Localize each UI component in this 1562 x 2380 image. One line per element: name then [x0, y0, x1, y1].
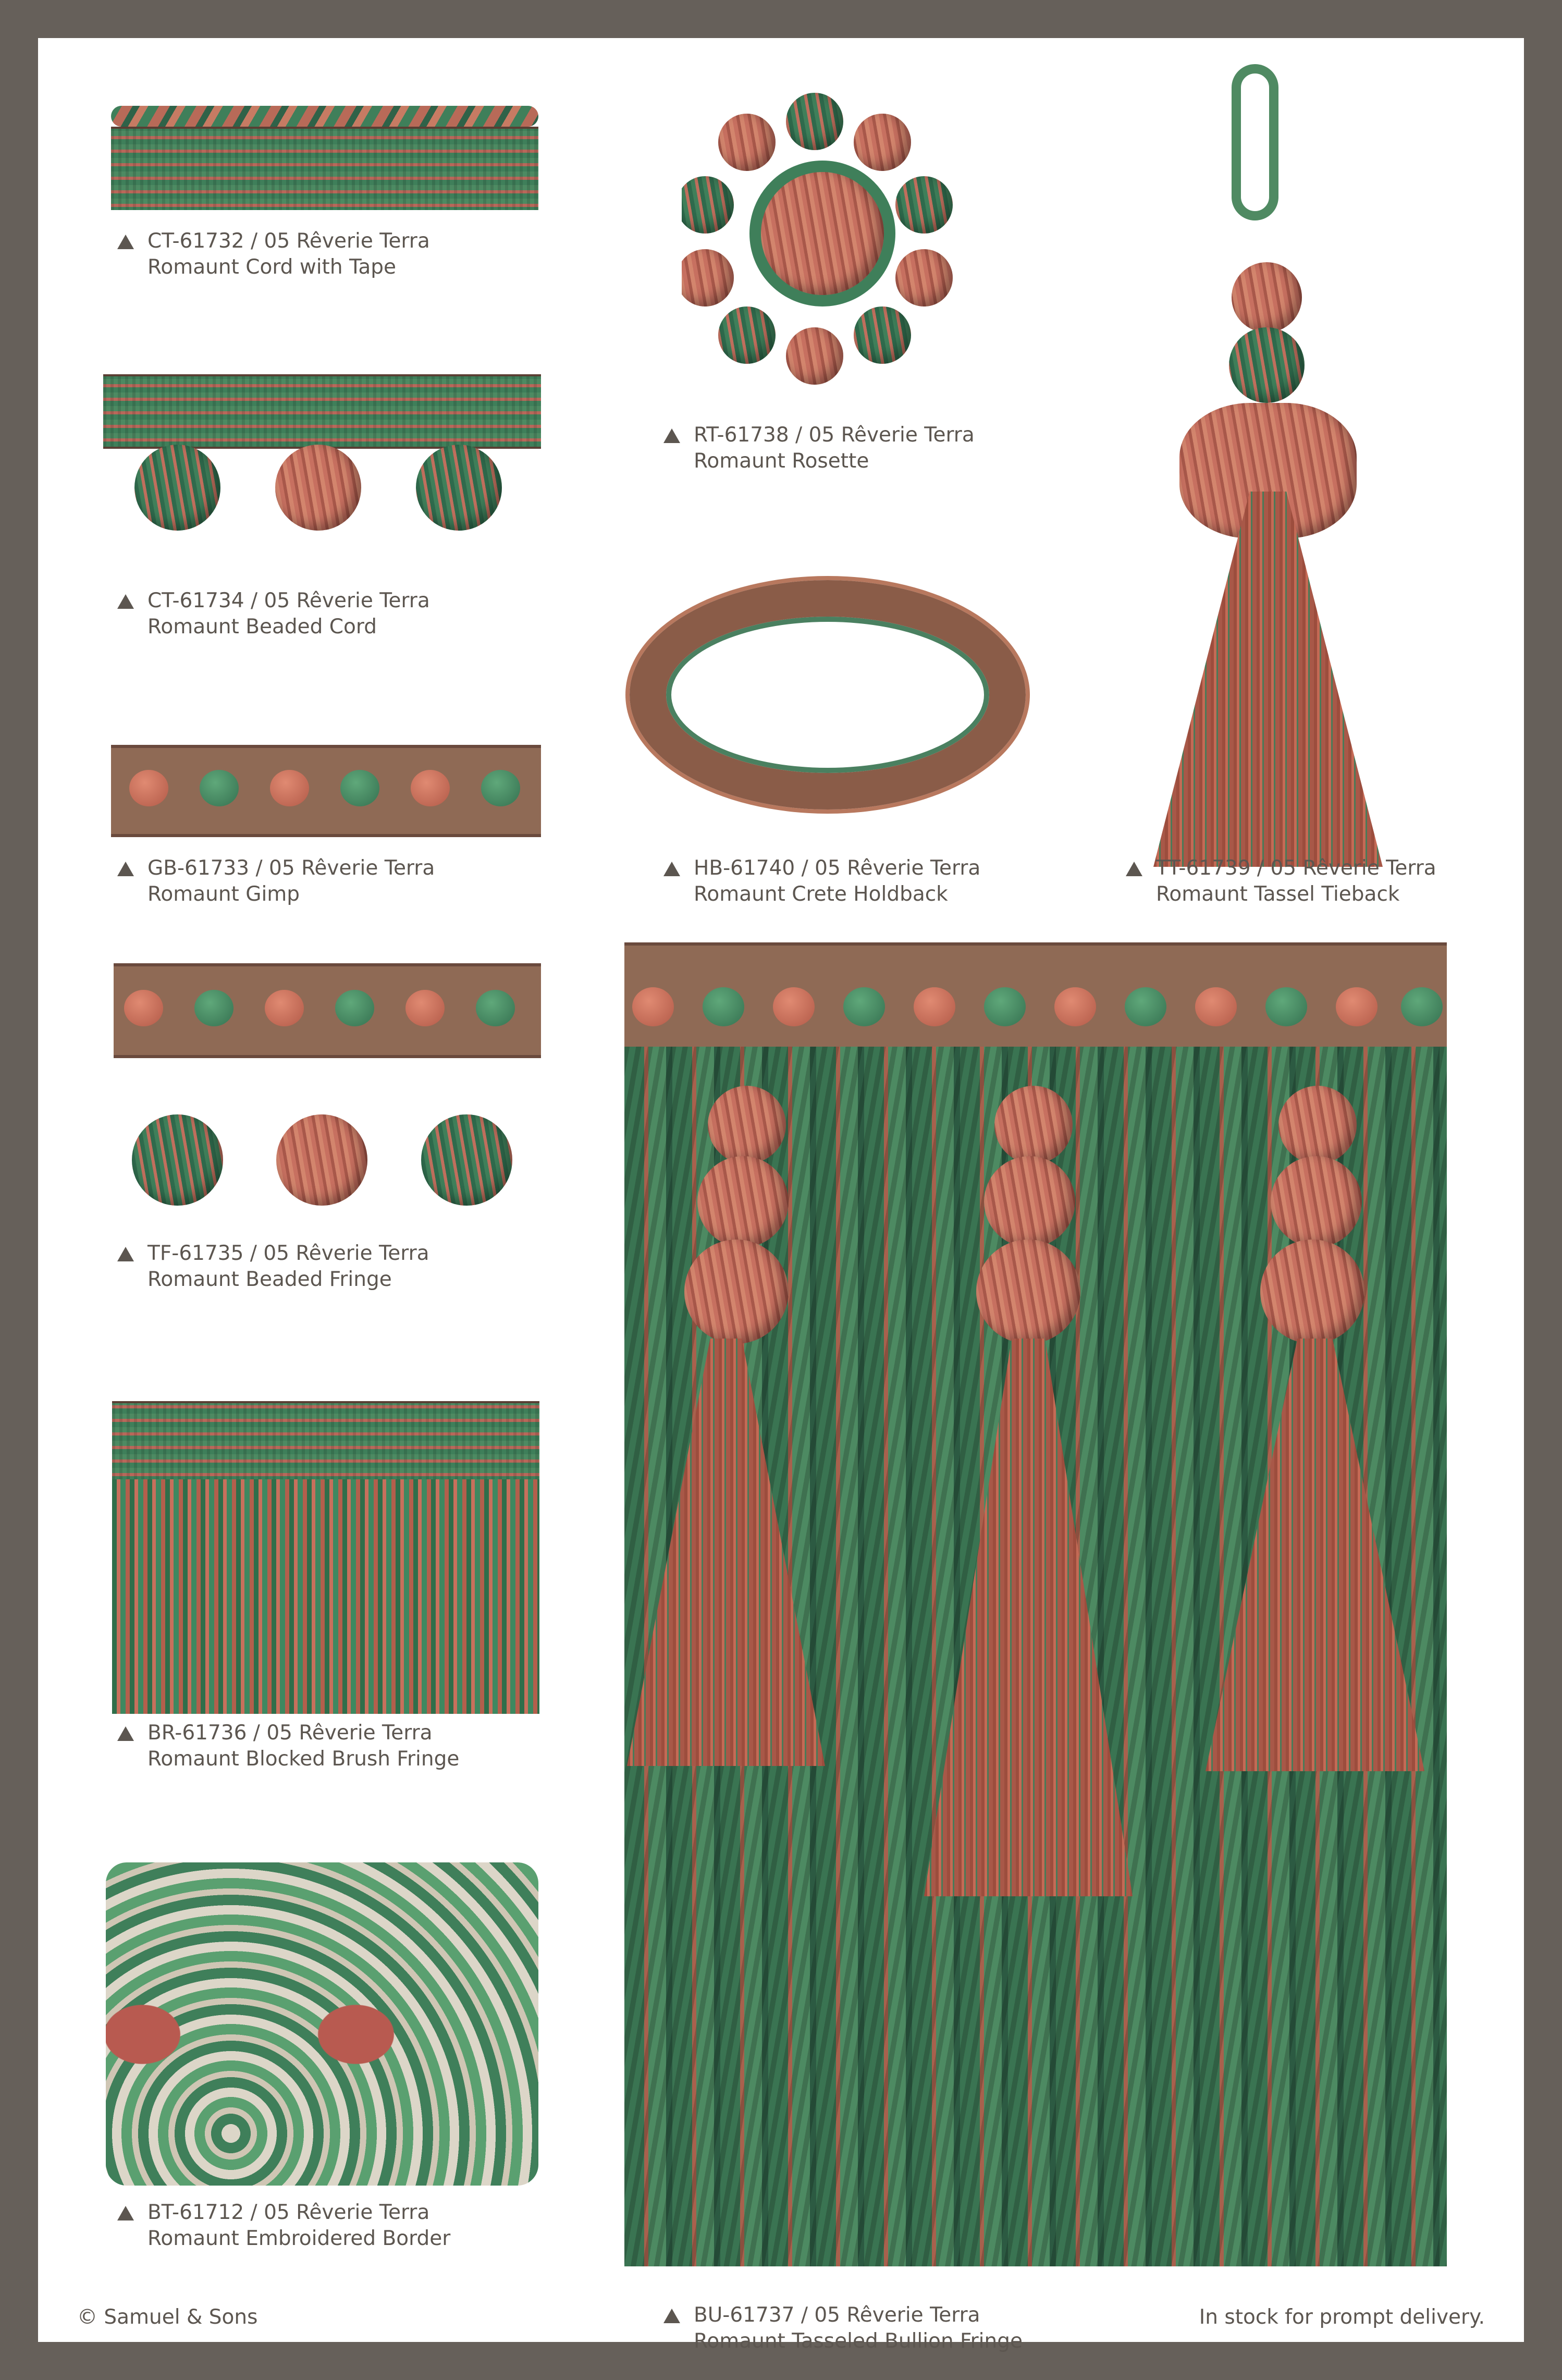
woven-tape: [103, 374, 541, 449]
dot: [124, 990, 163, 1026]
triangle-icon: [117, 1726, 134, 1741]
holdback-image: [624, 559, 1031, 830]
triangle-icon: [117, 594, 134, 609]
dot: [1125, 987, 1166, 1026]
tassel-bead: [994, 1086, 1073, 1164]
rosette-center: [749, 161, 895, 306]
product-name: Romaunt Beaded Cord: [147, 615, 377, 639]
triangle-icon: [663, 862, 680, 876]
embroidered-border-image: [106, 1862, 538, 2186]
brush-fringe: [112, 1479, 539, 1714]
product-code: RT-61738 / 05 Rêverie Terra: [694, 423, 975, 447]
dot: [270, 770, 309, 806]
product-code: CT-61734 / 05 Rêverie Terra: [147, 589, 430, 612]
rosette-bead: [786, 93, 843, 150]
dot: [335, 990, 374, 1026]
rosette-bead: [682, 249, 734, 306]
rosette-bead: [895, 176, 953, 234]
brush-fringe-image: [112, 1401, 539, 1714]
fringe-header: [624, 942, 1447, 1053]
dot: [476, 990, 515, 1026]
tassel-bead: [1271, 1156, 1362, 1247]
gimp-image: [111, 745, 541, 837]
tassel-threads: [1153, 492, 1383, 867]
product-code: GB-61733 / 05 Rêverie Terra: [147, 856, 435, 880]
dot: [481, 770, 520, 806]
tassel-bead: [684, 1240, 789, 1344]
tassel-bead: [984, 1156, 1075, 1247]
tassel-bead: [1229, 327, 1305, 403]
product-code: TF-61735 / 05 Rêverie Terra: [147, 1242, 429, 1265]
dot: [129, 770, 168, 806]
hanging-bead: [276, 1114, 367, 1206]
dot: [1401, 987, 1443, 1026]
product-name: Romaunt Cord with Tape: [147, 255, 396, 279]
product-name: Romaunt Tasseled Bullion Fringe: [694, 2329, 1023, 2353]
product-code: HB-61740 / 05 Rêverie Terra: [694, 856, 981, 880]
triangle-icon: [117, 235, 134, 249]
product-code: BT-61712 / 05 Rêverie Terra: [147, 2201, 430, 2224]
stock-note: In stock for prompt delivery.: [1199, 2305, 1485, 2329]
dot: [703, 987, 744, 1026]
dot: [194, 990, 233, 1026]
triangle-icon: [117, 2206, 134, 2220]
dot: [1265, 987, 1307, 1026]
tassel-bead: [1260, 1240, 1364, 1344]
tassel-bead: [697, 1156, 789, 1247]
bullion-fringe-image: [624, 942, 1447, 2266]
product-code: BU-61737 / 05 Rêverie Terra: [694, 2303, 980, 2327]
rosette-bead: [854, 114, 911, 171]
fringe-header: [112, 1401, 539, 1483]
rosette-bead: [854, 306, 911, 364]
product-code: BR-61736 / 05 Rêverie Terra: [147, 1721, 433, 1745]
woven-tape: [111, 127, 538, 210]
product-code: TT-61739 / 05 Rêverie Terra: [1156, 856, 1436, 880]
rosette-bead: [895, 249, 953, 306]
triangle-icon: [663, 2309, 680, 2323]
product-name: Romaunt Tassel Tieback: [1156, 882, 1400, 906]
dot: [632, 987, 674, 1026]
dot: [411, 770, 450, 806]
product-code: CT-61732 / 05 Rêverie Terra: [147, 229, 430, 253]
twisted-cord: [111, 106, 538, 127]
holdback-band: [630, 580, 1026, 809]
product-name: Romaunt Crete Holdback: [694, 882, 948, 906]
dot: [340, 770, 379, 806]
cord-with-tape-image: [111, 106, 538, 210]
dot: [984, 987, 1026, 1026]
catalog-page: [38, 38, 1524, 2353]
rosette-image: [682, 93, 974, 385]
dot: [405, 990, 445, 1026]
tassel-bead: [976, 1240, 1080, 1344]
rosette-bead: [786, 327, 843, 385]
dot: [843, 987, 885, 1026]
rosette-bead: [682, 176, 734, 234]
product-name: Romaunt Embroidered Border: [147, 2227, 451, 2250]
triangle-icon: [663, 428, 680, 443]
triangle-icon: [117, 1247, 134, 1261]
product-name: Romaunt Gimp: [147, 882, 300, 906]
tassel-bead: [1278, 1086, 1357, 1164]
rosette-bead: [718, 114, 776, 171]
product-name: Romaunt Blocked Brush Fringe: [147, 1747, 460, 1771]
tassel-bead: [1232, 262, 1302, 333]
gimp-header: [114, 963, 541, 1058]
tassel-bead: [708, 1086, 786, 1164]
dot: [1195, 987, 1237, 1026]
dot: [914, 987, 955, 1026]
hanging-bead: [132, 1114, 223, 1206]
product-name: Romaunt Beaded Fringe: [147, 1268, 392, 1291]
triangle-icon: [1126, 862, 1142, 876]
dot: [1336, 987, 1377, 1026]
copyright: © Samuel & Sons: [77, 2305, 258, 2329]
dot: [773, 987, 815, 1026]
product-name: Romaunt Rosette: [694, 449, 869, 473]
beaded-cord-image: [103, 374, 541, 531]
dot: [1054, 987, 1096, 1026]
bead: [134, 445, 220, 531]
beaded-fringe-image: [114, 963, 541, 1213]
rosette-bead: [718, 306, 776, 364]
dot: [265, 990, 304, 1026]
tassel-tieback-image: [1153, 64, 1393, 872]
bead: [275, 445, 361, 531]
dot: [200, 770, 239, 806]
tieback-loop: [1232, 64, 1278, 220]
bead: [416, 445, 502, 531]
triangle-icon: [117, 862, 134, 876]
hanging-bead: [421, 1114, 512, 1206]
